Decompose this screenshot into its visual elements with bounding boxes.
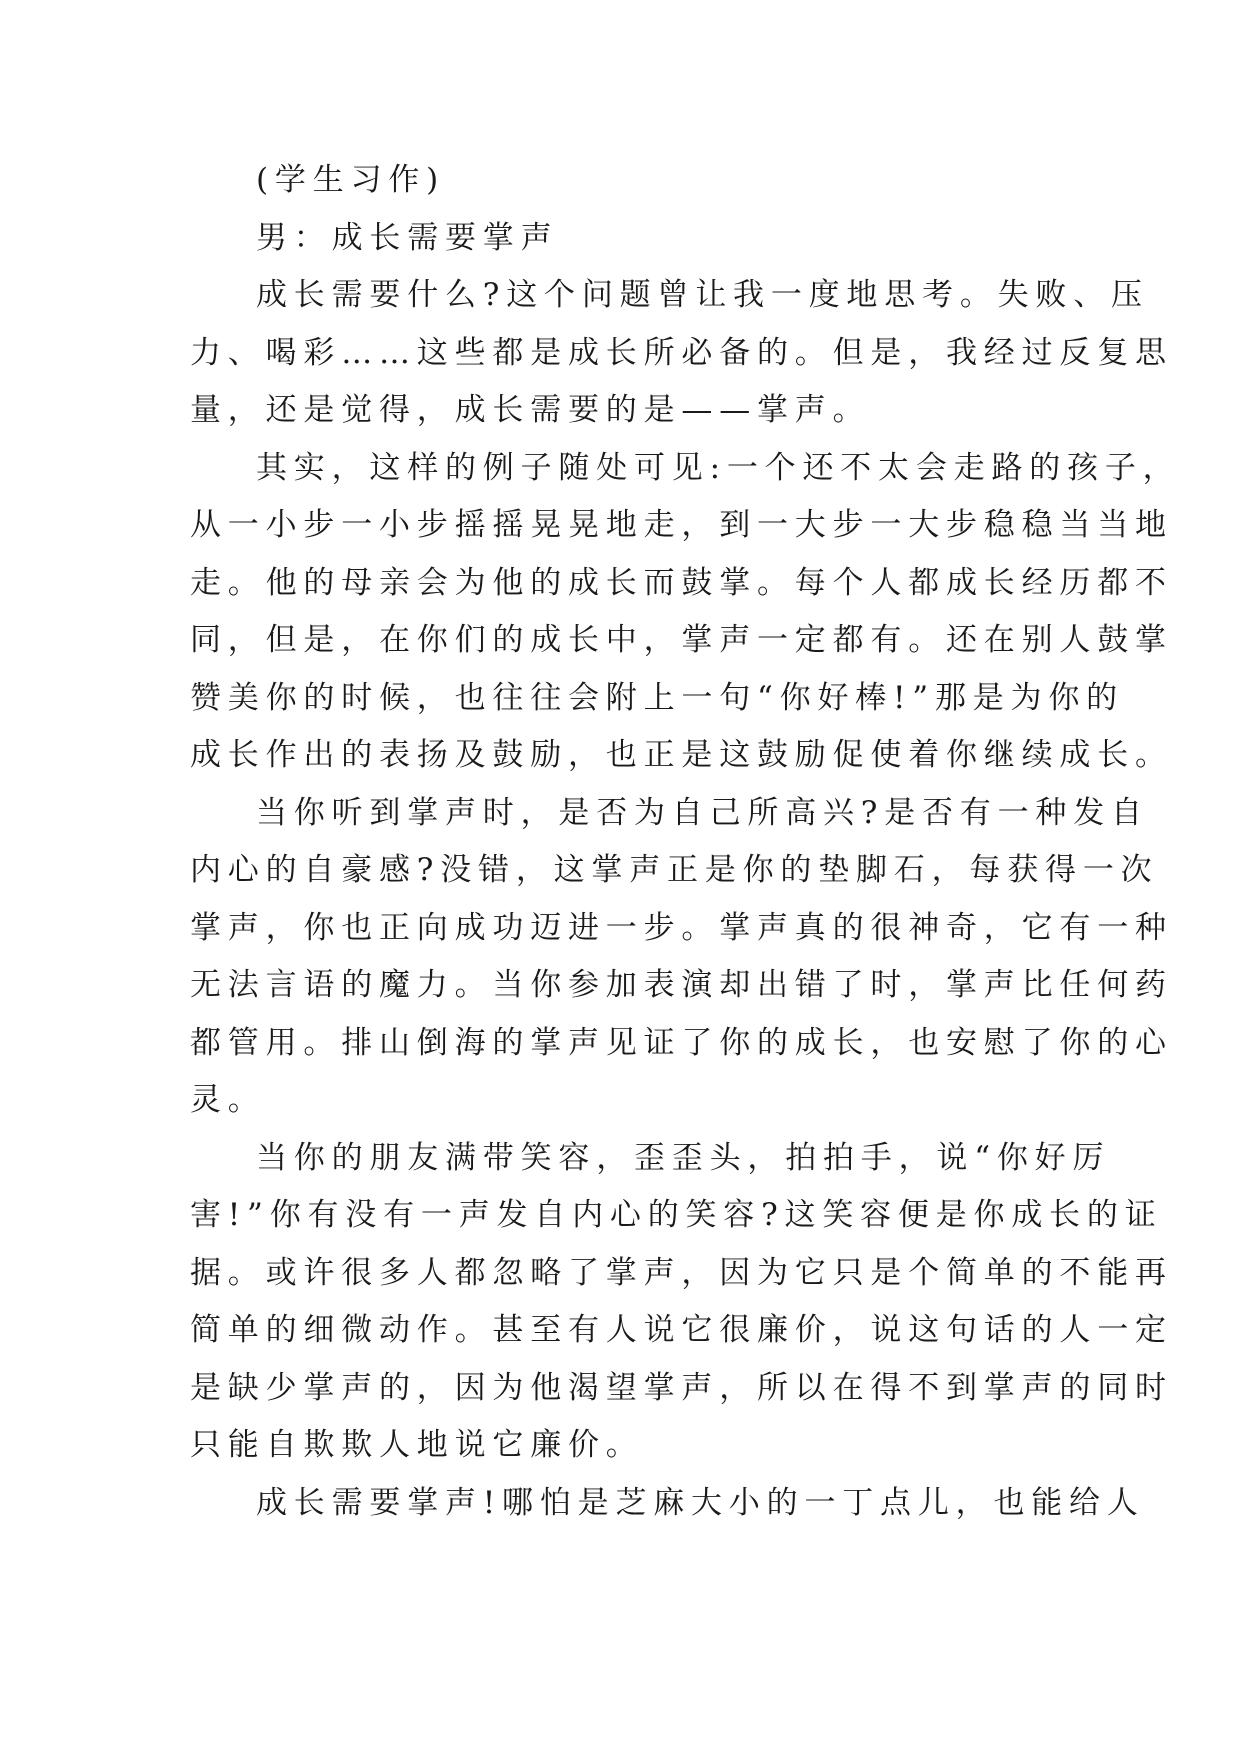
essay-text-line: 都管用。排山倒海的掌声见证了你的成长，也安慰了你的心: [190, 1024, 1173, 1061]
essay-text-line: 当你的朋友满带笑容，歪歪头，拍拍手，说“你好厉: [256, 1139, 1111, 1176]
essay-text-line: 力、喝彩……这些都是成长所必备的。但是，我经过反复思: [190, 334, 1173, 371]
essay-title: 男：成长需要掌声: [256, 219, 559, 256]
essay-text-line: 成长需要什么?这个问题曾让我一度地思考。失败、压: [256, 277, 1149, 313]
essay-text-line: 内心的自豪感?没错，这掌声正是你的垫脚石，每获得一次: [190, 852, 1159, 888]
essay-text-line: 量，还是觉得，成长需要的是——掌声。: [190, 392, 871, 428]
essay-text-line: 灵。: [190, 1082, 266, 1118]
essay-text-line: 只能自欺欺人地说它廉价。: [190, 1427, 644, 1463]
essay-text-line: 简单的细微动作。甚至有人说它很廉价，说这句话的人一定: [190, 1312, 1173, 1348]
essay-genre-label: (学生习作): [256, 162, 445, 198]
essay-text-line: 成长作出的表扬及鼓励，也正是这鼓励促使着你继续成长。: [190, 737, 1173, 773]
essay-text-line: 其实，这样的例子随处可见:一个还不太会走路的孩子，: [256, 449, 1181, 486]
essay-text-line: 同，但是，在你们的成长中，掌声一定都有。还在别人鼓掌: [190, 622, 1173, 658]
essay-text-line: 当你听到掌声时，是否为自己所高兴?是否有一种发自: [256, 794, 1149, 831]
essay-text-line: 无法言语的魔力。当你参加表演却出错了时，掌声比任何药: [190, 967, 1173, 1003]
essay-text-line: 成长需要掌声!哪怕是芝麻大小的一丁点儿，也能给人: [256, 1484, 1145, 1521]
essay-text-line: 害!”你有没有一声发自内心的笑容?这笑容便是你成长的证: [190, 1197, 1163, 1233]
essay-text-line: 走。他的母亲会为他的成长而鼓掌。每个人都成长经历都不: [190, 564, 1173, 601]
essay-text-line: 是缺少掌声的，因为他渴望掌声，所以在得不到掌声的同时: [190, 1369, 1173, 1406]
essay-text-line: 据。或许很多人都忽略了掌声，因为它只是个简单的不能再: [190, 1254, 1173, 1291]
essay-text-line: 掌声，你也正向成功迈进一步。掌声真的很神奇，它有一种: [190, 909, 1173, 946]
essay-text-line: 从一小步一小步摇摇晃晃地走，到一大步一大步稳稳当当地: [190, 507, 1173, 543]
essay-body: [190, 152, 1181, 1532]
essay-text-line: 赞美你的时候，也往往会附上一句“你好棒!”那是为你的: [190, 679, 1124, 716]
